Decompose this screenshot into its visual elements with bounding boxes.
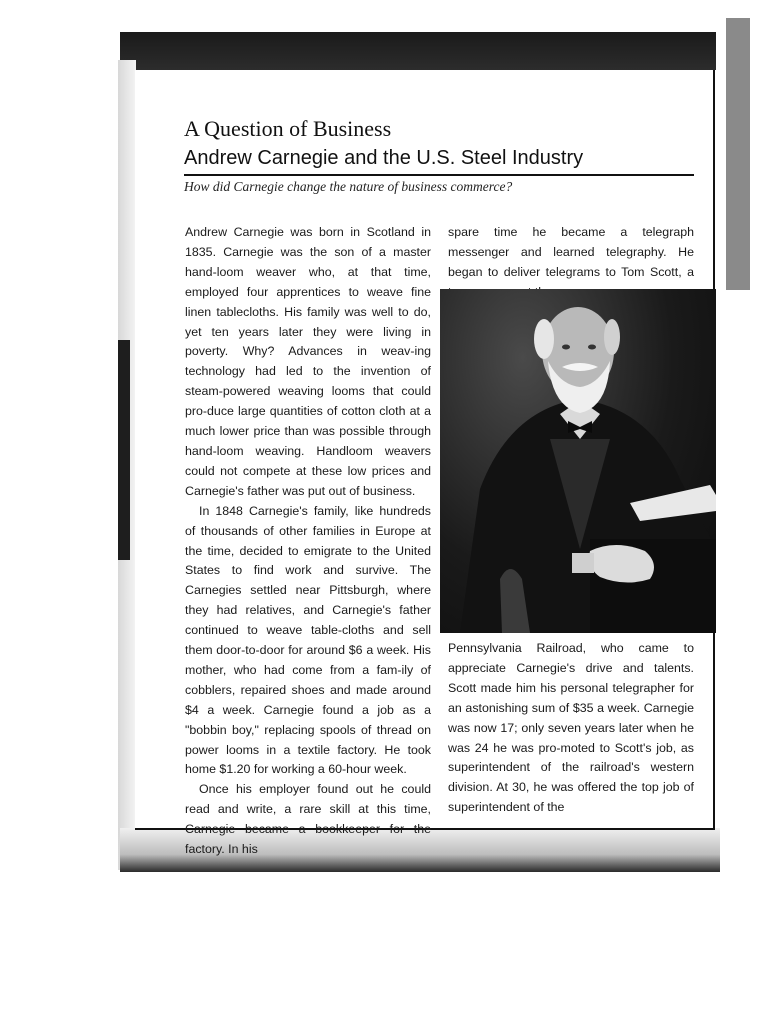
- guiding-question: How did Carnegie change the nature of business commerce?: [184, 179, 513, 194]
- portrait-photo: [440, 289, 716, 633]
- paragraph-3: Once his employer found out he could read and write, a rare skill at this time, Carnegie became a bookkeeper for the factory. In his: [185, 782, 431, 857]
- scan-shadow-right: [726, 18, 750, 290]
- paragraph-4-continued: Pennsylvania Railroad, who came to appreciate Carnegie's drive and talents. Scott made him his personal telegrapher for an astonishing sum of $35 a week. Carnegie was now 17; only seven years later when he was 24 he was pro-moted to Scott's job, as superintendent of the railroad's western division. At 30, he was offered the top job of superintendent of the: [448, 641, 694, 815]
- carnegie-portrait-illustration: [440, 289, 716, 633]
- paragraph-1: Andrew Carnegie was born in Scotland in 1835. Carnegie was the son of a master hand-loom weaver who, at that time, employed four apprentices to weave fine linen tablecloths. His family was well to do, yet ten years later they were living in poverty. Why? Advances in weav-ing technology had led to the invention of steam-powered weaving looms that could pro-duce large quantities of cotton cloth at a much lower price than was possible through hand-loom weaving. Handloom weavers could not compete at these low prices and Carnegie's father was put out of business.: [185, 225, 431, 498]
- paragraph-2: In 1848 Carnegie's family, like hundreds of thousands of other families in Europe at the time, decided to emigrate to the United States to find work and survive. The Carnegies settled near Pittsburgh, where they had relatives, and Carnegie's father continued to weave table-cloths and sell them door-to-door for around $6 a week. His mother, who had come from a fam-ily of cobblers, repaired shoes and made around $4 a week. Carnegie found a job as a "bobbin boy," replacing spools of thread on power looms in a textile factory. He took home $1.20 for working a 60-hour week.: [185, 503, 431, 777]
- scan-shadow-left-dark: [118, 340, 130, 560]
- column-right-bottom: [448, 639, 694, 818]
- article-title: Andrew Carnegie and the U.S. Steel Industry: [184, 147, 584, 169]
- title-rule: [184, 174, 694, 176]
- scan-shadow-top: [120, 32, 716, 70]
- column-left: [185, 223, 431, 860]
- section-kicker: A Question of Business: [184, 116, 392, 141]
- paragraph-4-start: spare time he became a telegraph messenger and learned telegraphy. He began to deliver telegrams to Tom Scott, a: [448, 225, 694, 279]
